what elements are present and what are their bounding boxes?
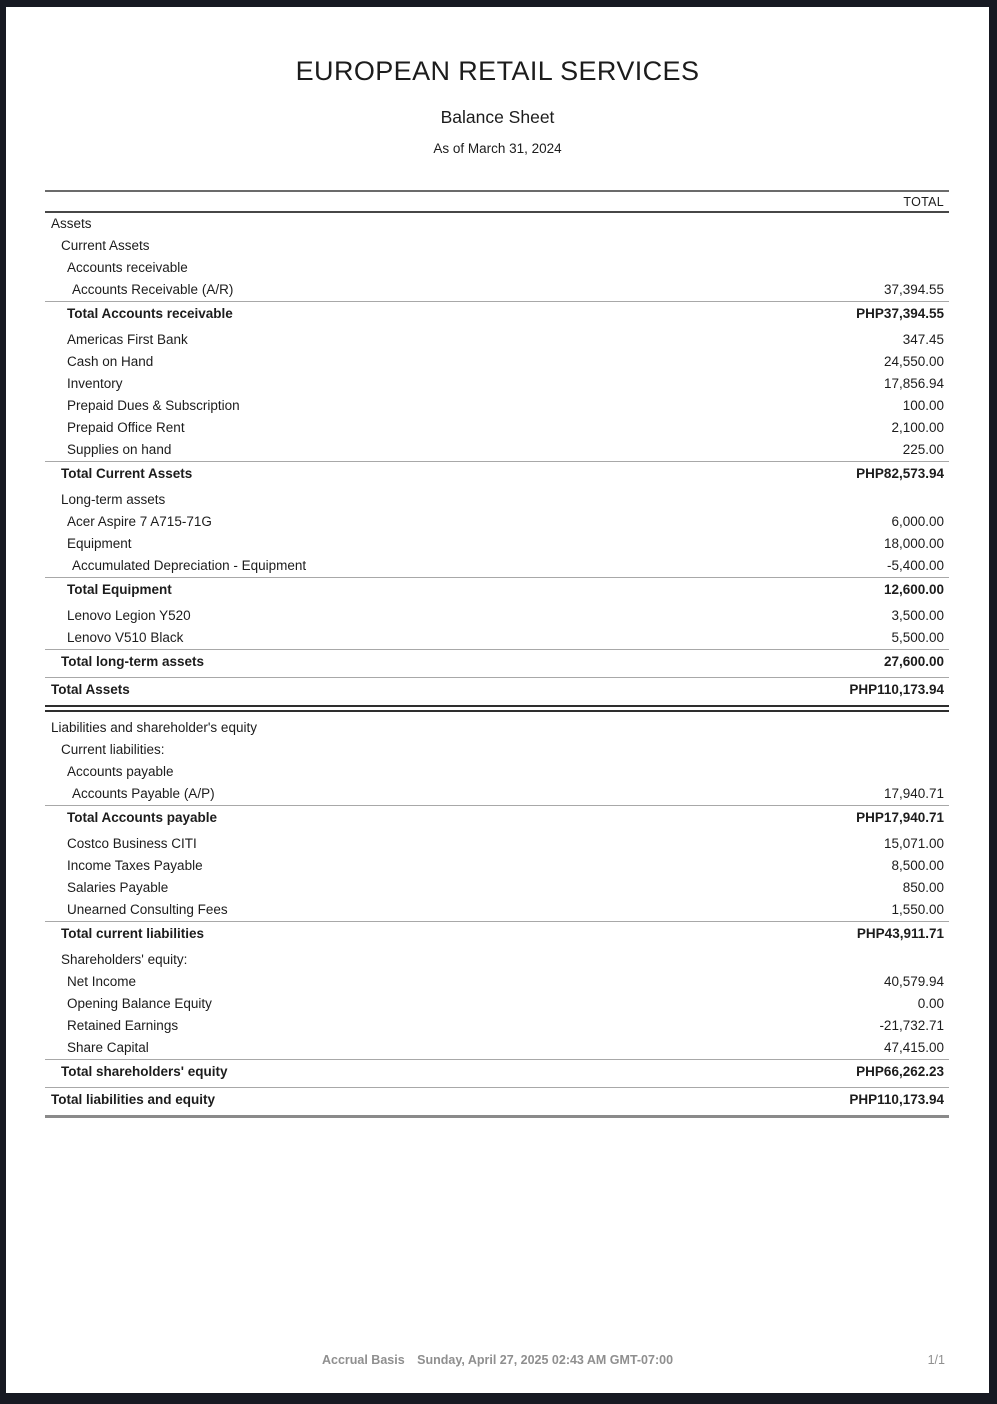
table-row [45, 833, 949, 855]
row-amount: 225.00 [902, 442, 944, 458]
row-label: Acer Aspire 7 A715-71G [67, 514, 212, 530]
row-label: Lenovo Legion Y520 [67, 608, 191, 624]
row-label: Supplies on hand [67, 442, 172, 458]
row-amount: 6,000.00 [891, 514, 944, 530]
table-row [45, 761, 949, 783]
table-row [45, 627, 949, 649]
table-row [45, 993, 949, 1015]
row-label: Accounts receivable [67, 260, 188, 276]
row-label: Current liabilities: [61, 742, 165, 758]
row-amount: 47,415.00 [883, 1040, 944, 1056]
table-rows [45, 213, 949, 1118]
table-row [45, 877, 949, 899]
row-amount: -5,400.00 [886, 558, 944, 574]
divider-rule-thick [45, 1115, 949, 1118]
footer-generated-timestamp: Sunday, April 27, 2025 02:43 AM GMT-07:00 [417, 1353, 674, 1367]
row-amount: PHP66,262.23 [856, 1063, 944, 1079]
table-row [45, 301, 949, 325]
row-amount: 850.00 [902, 880, 944, 896]
row-amount: PHP110,173.94 [849, 1091, 944, 1107]
row-label: Prepaid Dues & Subscription [67, 398, 240, 414]
row-label: Accounts Payable (A/P) [72, 786, 215, 802]
row-amount: 347.45 [902, 332, 944, 348]
row-label: Total shareholders' equity [61, 1063, 228, 1079]
report-header [6, 7, 989, 155]
table-row [45, 373, 949, 395]
row-label: Opening Balance Equity [67, 996, 212, 1012]
table-row [45, 921, 949, 945]
row-label: Total long-term assets [61, 653, 205, 669]
report-title: Balance Sheet [440, 107, 555, 127]
table-row [45, 439, 949, 461]
table-row [45, 1015, 949, 1037]
row-label: Share Capital [67, 1040, 149, 1056]
row-label: Total Current Assets [61, 465, 193, 481]
row-label: Total Accounts payable [67, 809, 218, 825]
table-row [45, 395, 949, 417]
table-row [45, 577, 949, 601]
row-label: Inventory [67, 376, 123, 392]
table-header-row [45, 190, 949, 213]
row-label: Net Income [67, 974, 137, 990]
report-footer [6, 1353, 989, 1367]
row-amount: 40,579.94 [883, 974, 944, 990]
table-row [45, 213, 949, 235]
table-row [45, 511, 949, 533]
table-row [45, 971, 949, 993]
table-row [45, 417, 949, 439]
row-label: Accumulated Depreciation - Equipment [72, 558, 307, 574]
report-subtitle: As of March 31, 2024 [433, 140, 562, 156]
row-amount: 12,600.00 [883, 581, 944, 597]
row-label: Liabilities and shareholder's equity [51, 720, 257, 736]
table-row [45, 899, 949, 921]
table-row [45, 461, 949, 485]
row-amount: PHP17,940.71 [856, 809, 944, 825]
row-label: Total Accounts receivable [67, 305, 233, 321]
row-label: Long-term assets [61, 492, 166, 508]
column-header-total: TOTAL [903, 194, 944, 209]
row-label: Shareholders' equity: [61, 952, 188, 968]
table-row [45, 855, 949, 877]
row-label: Salaries Payable [67, 880, 169, 896]
row-label: Current Assets [61, 238, 150, 254]
row-amount: 100.00 [902, 398, 944, 414]
row-amount: 18,000.00 [883, 536, 944, 552]
row-amount: PHP110,173.94 [849, 681, 944, 697]
row-label: Prepaid Office Rent [67, 420, 185, 436]
table-row [45, 489, 949, 511]
row-label: Accounts payable [67, 764, 174, 780]
row-amount: 15,071.00 [883, 836, 944, 852]
row-amount: 1,550.00 [891, 902, 944, 918]
row-amount: 17,940.71 [883, 786, 944, 802]
table-row [45, 351, 949, 373]
row-label: Costco Business CITI [67, 836, 197, 852]
row-label: Total liabilities and equity [51, 1091, 216, 1107]
report-page [6, 7, 989, 1393]
row-amount: 24,550.00 [883, 354, 944, 370]
table-row [45, 1037, 949, 1059]
table-row [45, 279, 949, 301]
company-name: EUROPEAN RETAIL SERVICES [295, 56, 700, 86]
table-row [45, 605, 949, 627]
footer-page-number: 1/1 [927, 1353, 945, 1367]
row-label: Accounts Receivable (A/R) [72, 282, 234, 298]
row-label: Americas First Bank [67, 332, 188, 348]
row-amount: 17,856.94 [883, 376, 944, 392]
row-label: Unearned Consulting Fees [67, 902, 228, 918]
table-row [45, 649, 949, 673]
row-label: Total Assets [51, 681, 130, 697]
table-row [45, 739, 949, 761]
row-label: Income Taxes Payable [67, 858, 203, 874]
table-row [45, 949, 949, 971]
row-label: Assets [51, 216, 92, 232]
table-row [45, 235, 949, 257]
row-label: Total current liabilities [61, 925, 205, 941]
row-label: Lenovo V510 Black [67, 630, 184, 646]
table-row [45, 329, 949, 351]
row-amount: 0.00 [917, 996, 944, 1012]
row-amount: 5,500.00 [891, 630, 944, 646]
balance-sheet-table [45, 190, 949, 1122]
table-row [45, 783, 949, 805]
row-amount: 2,100.00 [891, 420, 944, 436]
row-amount: 37,394.55 [883, 282, 944, 298]
table-row [45, 257, 949, 279]
table-row [45, 717, 949, 739]
table-row [45, 1059, 949, 1083]
row-label: Cash on Hand [67, 354, 154, 370]
divider-rule-double [45, 705, 949, 712]
table-row [45, 677, 949, 701]
table-row [45, 555, 949, 577]
row-label: Retained Earnings [67, 1018, 179, 1034]
footer-accrual-basis: Accrual Basis [321, 1353, 405, 1367]
row-amount: -21,732.71 [879, 1018, 944, 1034]
row-amount: PHP37,394.55 [856, 305, 944, 321]
table-row [45, 1087, 949, 1111]
row-amount: PHP43,911.71 [856, 925, 944, 941]
table-row [45, 805, 949, 829]
row-amount: 27,600.00 [883, 653, 944, 669]
row-label: Equipment [67, 536, 132, 552]
row-label: Total Equipment [67, 581, 172, 597]
row-amount: 8,500.00 [891, 858, 944, 874]
table-row [45, 533, 949, 555]
row-amount: PHP82,573.94 [856, 465, 944, 481]
row-amount: 3,500.00 [891, 608, 944, 624]
